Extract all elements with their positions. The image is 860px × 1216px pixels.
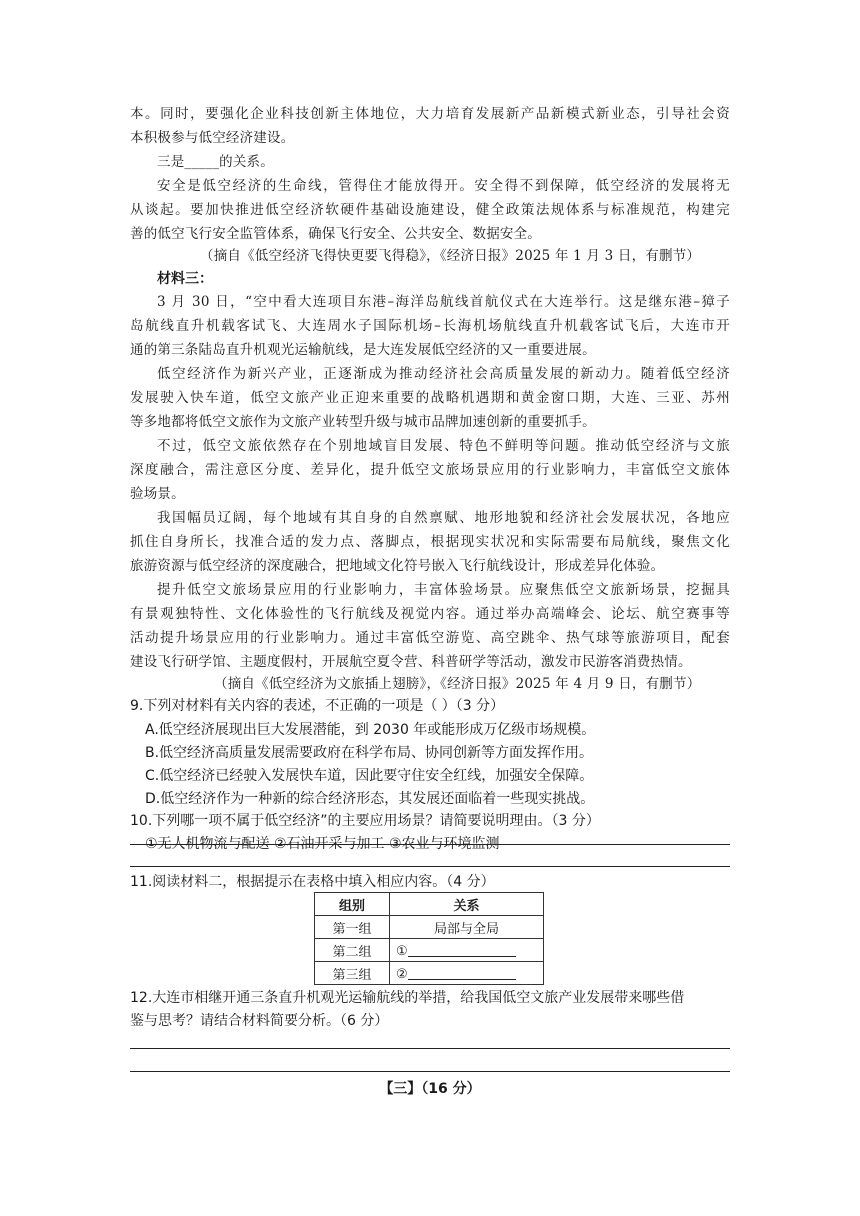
question-12-cont: 鉴与思考？请结合材料简要分析。（6 分） bbox=[130, 1013, 389, 1029]
fill-blank[interactable] bbox=[408, 965, 516, 980]
section-three-heading: 【三】（16 分） bbox=[379, 1081, 481, 1097]
text-line: 通的第三条陆岛直升机观光运输航线，是大连发展低空经济的又一重要进展。 bbox=[130, 342, 596, 358]
text-line: 等多地都将低空文旅作为文旅产业转型升级与城市品牌加速创新的重要抓手。 bbox=[130, 414, 596, 430]
question-10-options: ①无人机物流与配送 ②石油开采与加工 ③农业与环境监测 bbox=[145, 836, 500, 852]
question-12: 12.大连市相继开通三条直升机观光运输航线的举措，给我国低空文旅产业发展带来哪些借 bbox=[130, 990, 685, 1006]
text-line: 提升低空文旅场景应用的行业影响力，丰富体验场景。应聚焦低空文旅新场景，挖掘具 bbox=[157, 582, 730, 598]
source-citation: （摘自《低空经济为文旅插上翅膀》，《经济日报》2025 年 4 月 9 日，有删节） bbox=[214, 676, 701, 692]
option-c: C.低空经济已经驶入发展快车道，因此要守住安全红线，加强安全保障。 bbox=[145, 768, 594, 784]
group-relation-table bbox=[314, 892, 544, 985]
text-line: 3 月 30 日，“空中看大连项目东港–海洋岛航线首航仪式在大连举行。这是继东港–獐子 bbox=[157, 294, 730, 310]
text-line: 旅游资源与低空经济的深度融合，把地域文化符号嵌入飞行航线设计，形成差异化体验。 bbox=[130, 558, 665, 574]
material-three-heading: 材料三： bbox=[157, 271, 213, 287]
table-header-group: 组别 bbox=[315, 893, 390, 916]
fill-blank[interactable] bbox=[408, 942, 516, 957]
text-line: 抓住自身所长，找准合适的发力点、落脚点，根据现实状况和实际需要布局航线，聚焦文化 bbox=[130, 534, 730, 550]
text-line: 从谈起。要加快推进低空经济软硬件基础设施建设，健全政策法规体系与标准规范，构建完 bbox=[130, 202, 730, 218]
blank-marker: ① bbox=[396, 943, 408, 959]
text-line: 深度融合，需注意区分度、差异化，提升低空文旅场景应用的行业影响力，丰富低空文旅体 bbox=[130, 462, 730, 478]
text-line: 善的低空飞行安全监管体系，确保飞行安全、公共安全、数据安全。 bbox=[130, 226, 541, 242]
answer-cell[interactable] bbox=[390, 939, 544, 962]
question-9: 9.下列对材料有关内容的表述，不正确的一项是（ ）（3 分） bbox=[130, 698, 505, 714]
answer-line[interactable] bbox=[130, 1071, 730, 1072]
table-header-relation: 关系 bbox=[390, 893, 544, 916]
table-cell: 第三组 bbox=[315, 962, 390, 985]
answer-line[interactable] bbox=[130, 866, 730, 867]
answer-cell[interactable] bbox=[390, 962, 544, 985]
source-citation: （摘自《低空经济飞得快更要飞得稳》，《经济日报》2025 年 1 月 3 日，有删节） bbox=[200, 248, 701, 264]
text-line: 低空经济作为新兴产业，正逐渐成为推动经济社会高质量发展的新动力。随着低空经济 bbox=[157, 366, 730, 382]
table-cell: 局部与全局 bbox=[390, 916, 544, 939]
text-line: 活动提升场景应用的行业影响力。通过丰富低空游览、高空跳伞、热气球等旅游项目，配套 bbox=[130, 630, 730, 646]
option-b: B.低空经济高质量发展需要政府在科学布局、协同创新等方面发挥作用。 bbox=[145, 745, 594, 761]
table-cell: 第二组 bbox=[315, 939, 390, 962]
text-line: 发展驶入快车道，低空文旅产业正迎来重要的战略机遇期和黄金窗口期，大连、三亚、苏州 bbox=[130, 390, 730, 406]
blank-marker: ② bbox=[396, 966, 408, 982]
text-line: 岛航线直升机载客试飞、大连周水子国际机场–长海机场航线直升机载客试飞后，大连市开 bbox=[130, 318, 730, 334]
text-line: 我国幅员辽阔，每个地域有其自身的自然禀赋、地形地貌和经济社会发展状况，各地应 bbox=[157, 510, 730, 526]
text-line: 不过，低空文旅依然存在个别地域盲目发展、特色不鲜明等问题。推动低空经济与文旅 bbox=[157, 438, 730, 454]
table-row bbox=[315, 939, 544, 962]
answer-line[interactable] bbox=[130, 1048, 730, 1049]
option-d: D.低空经济作为一种新的综合经济形态，其发展还面临着一些现实挑战。 bbox=[145, 791, 595, 807]
text-line: 本。同时，要强化企业科技创新主体地位，大力培育发展新产品新模式新业态，引导社会资 bbox=[130, 106, 730, 122]
table-row bbox=[315, 916, 544, 939]
point-three-line: 三是_____的关系。 bbox=[157, 154, 274, 170]
answer-line[interactable] bbox=[130, 844, 730, 845]
question-10: 10.下列哪一项不属于低空经济”的主要应用场景？请简要说明理由。（3 分） bbox=[130, 813, 600, 829]
table-cell: 第一组 bbox=[315, 916, 390, 939]
question-11: 11.阅读材料二，根据提示在表格中填入相应内容。（4 分） bbox=[130, 874, 495, 890]
text-line: 有景观独特性、文化体验性的飞行航线及视觉内容。通过举办高端峰会、论坛、航空赛事等 bbox=[130, 606, 730, 622]
table-row bbox=[315, 962, 544, 985]
text-line: 本积极参与低空经济建设。 bbox=[130, 130, 295, 146]
text-line: 验场景。 bbox=[130, 486, 185, 502]
option-a: A.低空经济展现出巨大发展潜能，到 2030 年或能形成万亿级市场规模。 bbox=[145, 722, 596, 738]
text-line: 安全是低空经济的生命线，管得住才能放得开。安全得不到保障，低空经济的发展将无 bbox=[157, 178, 730, 194]
text-line: 建设飞行研学馆、主题度假村，开展航空夏令营、科普研学等活动，激发市民游客消费热情。 bbox=[130, 654, 692, 670]
